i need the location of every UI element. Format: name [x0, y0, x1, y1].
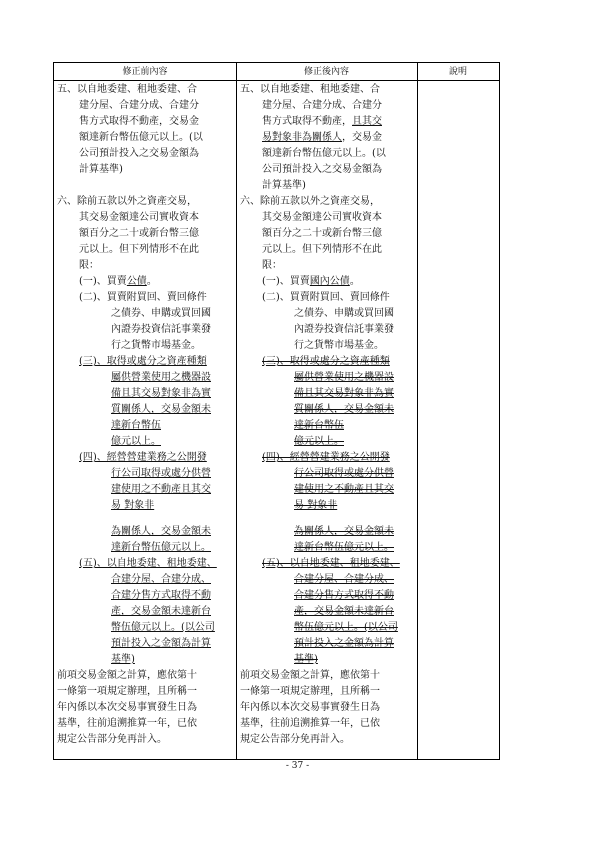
text-line: 五、以自地委建、租地委建、合 — [57, 84, 197, 95]
text-line: 年內係以本次交易事實發生日為 — [57, 702, 197, 713]
old-item-5 — [57, 82, 233, 178]
column-divider — [236, 63, 237, 759]
text-line: 限： — [79, 260, 99, 271]
text-line: 額達新台幣伍億元以上。(以 — [79, 132, 203, 143]
text-line: 之債券、申購或買回國 — [111, 308, 211, 319]
underlined-text: 國內公債 — [309, 276, 350, 287]
underlined-text: 易對象非為關係人 — [262, 132, 342, 143]
text-line: 之債券、申購或買回國 — [294, 308, 394, 319]
underlined-text: 預計投入之金額為計算 — [111, 638, 211, 649]
text-line: (二)、買賣附買回、賣回條件 — [79, 292, 207, 303]
new-sub-5-deleted — [240, 556, 415, 668]
new-content — [240, 82, 415, 748]
underlined-text: 產，交易金額未達新台 — [111, 606, 211, 617]
new-item-5 — [240, 82, 415, 194]
underlined-text: 基準) — [111, 654, 135, 665]
text-line: (一)、買賣 — [79, 276, 127, 287]
underlined-text: (三)、取得或處分之資產種類 — [79, 356, 207, 367]
underlined-text: (四)、經營營建業務之公開發 — [79, 452, 207, 463]
text-line: 。 — [349, 276, 360, 287]
column-divider — [417, 63, 418, 759]
text-line: 內證券投資信託事業發 — [294, 324, 394, 335]
struck-text: 達新台幣伍億元以上。 — [294, 542, 394, 553]
underlined-text: 質關係人，交易金額未 — [111, 404, 211, 415]
struck-text: 基準) — [294, 654, 318, 665]
text-line: 前項交易金額之計算，應依第十 — [57, 670, 197, 681]
text-line: 建分屋、合建分成、合建分 — [262, 100, 382, 111]
header-new: 修正後內容 — [236, 63, 417, 81]
text-line: 規定公告部分免再計入。 — [240, 734, 350, 745]
underlined-text: (五)、以自地委建、租地委建、 — [79, 558, 217, 569]
underlined-text: 備且其交易對象非為實 — [111, 388, 211, 399]
struck-text: 億元以上。 — [294, 436, 344, 447]
comparison-table — [53, 62, 500, 760]
underlined-text: 合建分屋、合建分成、 — [111, 574, 211, 585]
text-line: 元以上。但下列情形不在此 — [262, 244, 382, 255]
new-sub-2 — [240, 290, 415, 354]
new-sub-1 — [240, 274, 415, 290]
text-line: 其交易金額達公司實收資本 — [262, 212, 382, 223]
text-line: 五、以自地委建、租地委建、合 — [240, 84, 380, 95]
underlined-text: 公債 — [126, 276, 147, 287]
text-line: 額百分之二十或新台幣三億 — [79, 228, 199, 239]
struck-text: 合建分屋、合建分成、 — [294, 574, 394, 585]
text-line: 六、除前五款以外之資產交易， — [57, 196, 197, 207]
old-footer-paragraph — [57, 668, 233, 748]
page-number: - 37 - — [285, 761, 310, 771]
text-line: 公司預計投入之交易金額為 — [79, 148, 199, 159]
old-sub-1 — [57, 274, 233, 290]
text-line: 建分屋、合建分成、合建分 — [79, 100, 199, 111]
old-sub-3 — [57, 354, 233, 450]
text-line: 計算基準) — [79, 164, 123, 175]
struck-text: (三)、取得或處分之資產種類 — [262, 356, 390, 367]
text-line: 內證券投資信託事業發 — [111, 324, 211, 335]
struck-text: 備且其交易對象非為實 — [294, 388, 394, 399]
underlined-text: 達新台幣伍 — [111, 420, 161, 431]
text-line: 售方式取得不動產，交易金 — [79, 116, 199, 127]
struck-text: 易 對象非 — [294, 500, 338, 511]
text-line: 一條第一項規定辦理，且所稱一 — [57, 686, 197, 697]
struck-text: 達新台幣伍 — [294, 420, 344, 431]
struck-text: 建使用之不動產且其交 — [294, 484, 394, 495]
underlined-text: 為關係人，交易金額未 — [111, 526, 211, 537]
text-line: 規定公告部分免再計入。 — [57, 734, 167, 745]
text-line: (二)、買賣附買回、賣回條件 — [262, 292, 390, 303]
text-line: 公司預計投入之交易金額為 — [262, 164, 382, 175]
struck-text: 質關係人，交易金額未 — [294, 404, 394, 415]
underlined-text: 且其交 — [352, 116, 382, 127]
text-line: 行之貨幣市場基金。 — [111, 340, 201, 351]
struck-text: 為關係人，交易金額未 — [294, 526, 394, 537]
new-sub-3-deleted — [240, 354, 415, 450]
text-line: 一條第一項規定辦理，且所稱一 — [240, 686, 380, 697]
text-line: 售方式取得不動產， — [262, 116, 352, 127]
underlined-text: 達新台幣伍億元以上。 — [111, 542, 211, 553]
text-line: 基準，往前追溯推算一年，已依 — [240, 718, 380, 729]
text-line: 計算基準) — [262, 180, 306, 191]
new-sub-4-deleted — [240, 450, 415, 556]
struck-text: 合建分售方式取得不動 — [294, 590, 394, 601]
text-line: 六、除前五款以外之資產交易， — [240, 196, 380, 207]
underlined-text: 億元以上。 — [111, 436, 161, 447]
underlined-text: 屬供營業使用之機器設 — [111, 372, 211, 383]
new-footer-paragraph — [240, 668, 415, 748]
text-line: 元以上。但下列情形不在此 — [79, 244, 199, 255]
text-line: (一)、買賣 — [262, 276, 310, 287]
struck-text: 幣伍億元以上。(以公司 — [294, 622, 398, 633]
header-old: 修正前內容 — [54, 63, 236, 81]
text-line: 額百分之二十或新台幣三億 — [262, 228, 382, 239]
struck-text: 屬供營業使用之機器設 — [294, 372, 394, 383]
header-note: 說明 — [417, 63, 499, 81]
old-sub-5 — [57, 556, 233, 668]
text-line: 前項交易金額之計算，應依第十 — [240, 670, 380, 681]
text-line: 限： — [262, 260, 282, 271]
struck-text: 行公司取得或處分供營 — [294, 468, 394, 479]
old-item-6 — [57, 194, 233, 274]
struck-text: (五)、以自地委建、租地委建、 — [262, 558, 400, 569]
text-line: 額達新台幣伍億元以上。(以 — [262, 148, 386, 159]
underlined-text: 幣伍億元以上。(以公司 — [111, 622, 215, 633]
struck-text: 產，交易金額未達新台 — [294, 606, 394, 617]
old-content — [57, 82, 233, 748]
struck-text: 預計投入之金額為計算 — [294, 638, 394, 649]
struck-text: (四)、經營營建業務之公開發 — [262, 452, 390, 463]
text-line: 基準，往前追溯推算一年，已依 — [57, 718, 197, 729]
underlined-text: 易 對象非 — [111, 500, 155, 511]
new-item-6 — [240, 194, 415, 274]
underlined-text: 行公司取得或處分供營 — [111, 468, 211, 479]
old-sub-2 — [57, 290, 233, 354]
old-sub-4 — [57, 450, 233, 556]
text-line: 。 — [146, 276, 157, 287]
text-line: 其交易金額達公司實收資本 — [79, 212, 199, 223]
underlined-text: 合建分售方式取得不動 — [111, 590, 211, 601]
text-line: 年內係以本次交易事實發生日為 — [240, 702, 380, 713]
text-line: ，交易金 — [342, 132, 382, 143]
underlined-text: 建使用之不動產且其交 — [111, 484, 211, 495]
text-line: 行之貨幣市場基金。 — [294, 340, 384, 351]
